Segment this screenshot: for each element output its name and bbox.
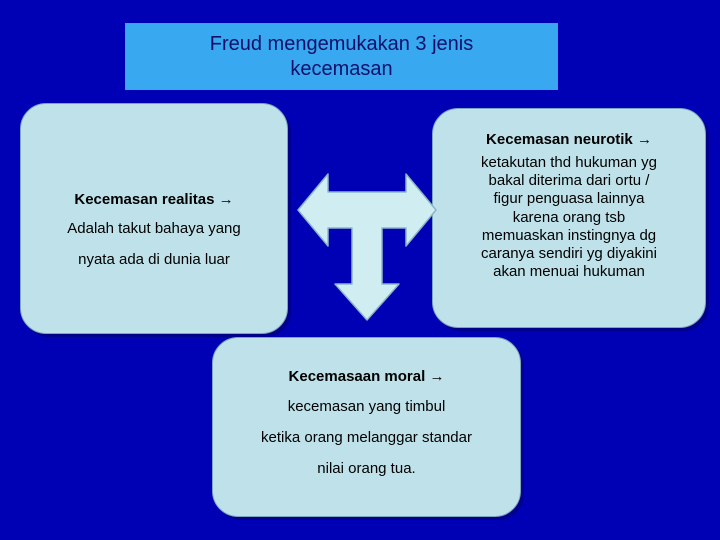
neurotic-anxiety-text-line-7: akan menuai hukuman (493, 263, 645, 281)
moral-anxiety-text-line-2: ketika orang melanggar standar (261, 428, 472, 446)
neurotic-anxiety-text-line-4: karena orang tsb (512, 208, 626, 226)
neurotic-anxiety-text-line-1: ketakutan thd hukuman yg (481, 154, 657, 171)
realistic-anxiety-text-line-1: Adalah takut bahaya yang (67, 219, 241, 237)
neurotic-anxiety-text-line-3: figur penguasa lainnya (493, 190, 645, 208)
realistic-anxiety-text-line-2: nyata ada di dunia luar (78, 250, 230, 268)
title-line-1: Freud mengemukakan 3 jenis (209, 32, 474, 55)
neurotic-anxiety-heading: Kecemasan neurotik → (486, 131, 652, 148)
realistic-anxiety-box (20, 103, 288, 334)
moral-anxiety-text-line-1: kecemasan yang timbul (287, 397, 446, 415)
three-way-arrow-shape (298, 174, 436, 320)
three-way-arrow-icon (296, 170, 438, 324)
neurotic-anxiety-text-line-5: memuaskan instingnya dg (481, 226, 657, 244)
moral-anxiety-heading: Kecemasaan moral → (288, 367, 445, 385)
neurotic-anxiety-text-line-6: caranya sendiri yg diyakini (481, 245, 657, 263)
neurotic-anxiety-box (432, 108, 706, 328)
moral-anxiety-text-line-3: nilai orang tua. (317, 459, 416, 477)
realistic-anxiety-heading: Kecemasan realitas → (74, 190, 234, 208)
neurotic-anxiety-text-line-2: bakal diterima dari ortu / (488, 172, 650, 190)
moral-anxiety-box (212, 337, 521, 517)
title-box (125, 23, 558, 90)
title-line-2: kecemasan (290, 57, 393, 80)
